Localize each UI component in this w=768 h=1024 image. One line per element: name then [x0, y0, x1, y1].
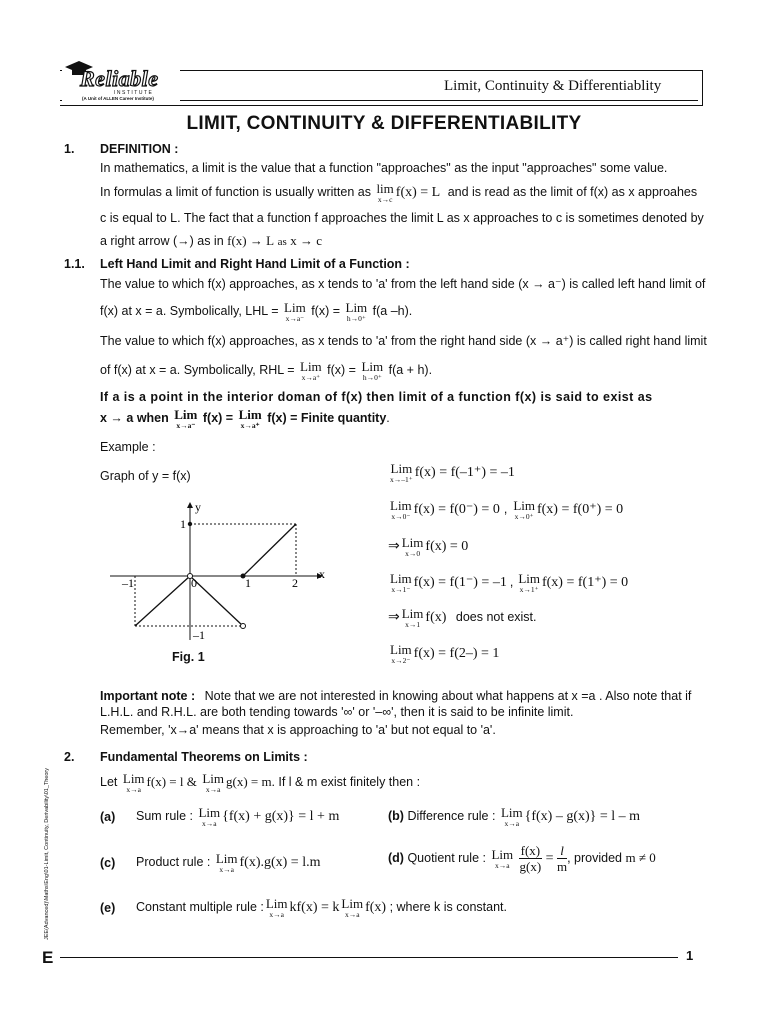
eq6-lim	[390, 643, 412, 665]
s1-p4	[100, 233, 322, 250]
rule-a-text: Sum rule :	[136, 809, 193, 824]
figure-caption: Fig. 1	[172, 650, 205, 664]
lim-sub: x→0	[405, 549, 421, 558]
s11-bold2c: f(x) = Finite quantity	[267, 411, 387, 426]
lim-word: Lim	[341, 896, 364, 911]
lim-word: Lim	[265, 896, 288, 911]
frac-den: g(x)	[519, 859, 542, 874]
rule-e-lim1	[266, 897, 288, 919]
lim-sub: x→1	[405, 620, 421, 629]
eq2-expr: f(x) = f(0⁻) = 0	[413, 502, 500, 518]
note-label: Important note :	[100, 689, 196, 703]
rule-d-label: (d)	[388, 850, 404, 865]
rule-d	[388, 843, 656, 874]
rule-a	[136, 806, 339, 828]
rule-b-label: (b)	[388, 809, 404, 824]
implies-icon: ⇒	[388, 610, 400, 626]
s1-p3: c is equal to L. The fact that a function f approaches the limit L as x approaches to c is sometimes denoted by	[100, 211, 704, 225]
rule-d-cond: m ≠ 0	[625, 849, 656, 865]
lim-word: Lim	[401, 535, 424, 550]
lim-sub: x→2⁻	[391, 656, 411, 665]
rule-e-lim2	[341, 897, 363, 919]
lim-sub: x→c	[377, 195, 393, 204]
tick-origin: 0	[191, 576, 197, 590]
rule-d-eq: =	[545, 850, 554, 866]
lim-sub: x→a	[494, 860, 510, 870]
lim-sub: x→0⁻	[391, 512, 411, 521]
s11-l4a: of f(x) at x = a. Symbolically, RHL =	[100, 363, 295, 378]
rule-e-expr1: kf(x) = k	[289, 900, 340, 916]
s2-let-a: Let	[100, 775, 118, 790]
eq2-lim	[390, 499, 412, 521]
eq-4	[388, 572, 628, 594]
point-1-neg1	[241, 624, 246, 629]
tick-x1: 1	[245, 576, 251, 590]
eq2-expr2: f(x) = f(0⁺) = 0	[536, 502, 624, 518]
s11-l2c: f(a –h).	[372, 304, 413, 319]
s1-p2b: and is read as the limit of f(x) as x approahes	[447, 185, 698, 200]
footer-rule	[60, 957, 678, 958]
lim-word: Lim	[390, 571, 412, 586]
footer-letter: E	[42, 948, 54, 967]
lim-word: Lim	[174, 407, 198, 422]
eq3-expr: f(x) = 0	[425, 539, 469, 555]
bold-lim1	[174, 408, 197, 430]
lim-word: Lim	[215, 851, 238, 866]
rhl-lim2	[361, 360, 383, 382]
segment-right	[243, 524, 296, 576]
lim-sub: x→a⁺	[240, 421, 260, 430]
lim-sub: x→a	[126, 785, 141, 794]
s11-bold2a: x → a when	[100, 411, 169, 426]
eq5-lim	[402, 607, 424, 629]
lim-word: Lim	[401, 606, 424, 621]
rule-a-lim	[198, 806, 220, 828]
eq-3	[388, 536, 468, 558]
lim-sub: x→1⁻	[391, 585, 411, 594]
page-title: LIMIT, CONTINUITY & DIFFERENTIABILITY	[186, 113, 582, 134]
s1-p1: In mathematics, a limit is the value that a function "approaches" as the input "approaches" some value.	[100, 161, 668, 175]
lhl-lim2	[346, 301, 368, 323]
note-t1: Note that we are not interested in knowing about what happens at x =a . Also note that if	[204, 689, 692, 703]
s11-l4c: f(a + h).	[388, 363, 433, 378]
lim-sub: x→a	[219, 865, 234, 874]
segment-middle	[190, 576, 243, 626]
eq3-lim	[402, 536, 424, 558]
eq2-sep: ,	[503, 502, 508, 517]
s1-p4-expr2: x → c	[290, 233, 322, 248]
tick-y1: 1	[180, 517, 186, 531]
eq5-expr: f(x)	[425, 610, 447, 626]
rule-e-label: (e)	[100, 901, 116, 915]
lim-word: Lim	[518, 571, 540, 586]
s11-bold2d: .	[386, 411, 390, 426]
lim-sub: x→a	[344, 910, 360, 919]
eq2-lim2	[513, 499, 535, 521]
frac-num: f(x)	[520, 843, 541, 858]
s11-l2	[100, 301, 412, 323]
eq4-sep: ,	[509, 575, 514, 590]
s1-p4a: a right arrow (→) as in	[100, 234, 224, 248]
let-expr2: g(x) = m.	[226, 774, 275, 790]
rule-c-expr: f(x).g(x) = l.m	[239, 855, 321, 871]
s11-l4b: f(x) =	[327, 363, 356, 378]
lim-word: Lim	[513, 498, 535, 513]
rule-d-frac2	[557, 843, 567, 874]
lhl-lim1	[284, 301, 306, 323]
rule-e-post: ; where k is constant.	[389, 900, 507, 915]
eq5-post: does not exist.	[455, 610, 537, 625]
frac-den: m	[556, 859, 568, 874]
lim-sub: x→a⁺	[301, 373, 321, 382]
lim-word: Lim	[202, 771, 224, 786]
graph-label: Graph of y = f(x)	[100, 469, 191, 483]
eq4-lim2	[518, 572, 540, 594]
example-label: Example :	[100, 440, 156, 454]
lim-sub: h→0⁺	[346, 314, 366, 323]
logo-text: Reliable	[80, 66, 159, 91]
eq-2	[388, 499, 623, 521]
lim-word: Lim	[345, 300, 368, 315]
lim-word: Lim	[361, 359, 384, 374]
bold-lim2	[239, 408, 262, 430]
lim-sub: x→a	[205, 785, 221, 794]
lim-word: Lim	[390, 461, 413, 476]
lim-word: Lim	[491, 846, 514, 862]
let-lim1	[123, 772, 145, 794]
lim-sub: h→0⁺	[362, 373, 382, 382]
lim-word: lim	[376, 181, 394, 196]
rule-d-provided: , provided	[567, 850, 623, 865]
axis-x-label: x	[319, 567, 325, 581]
s1-heading: DEFINITION :	[100, 142, 179, 156]
s1-num: 1.	[64, 142, 75, 156]
s11-heading: Left Hand Limit and Right Hand Limit of a Function :	[100, 257, 410, 271]
lim-sub: x→–1⁺	[390, 475, 413, 484]
lim-word: Lim	[390, 642, 412, 657]
let-lim2	[202, 772, 224, 794]
tick-x2: 2	[292, 576, 298, 590]
lim-sub: x→a⁻	[176, 421, 196, 430]
rule-d-frac1	[519, 843, 543, 874]
rhl-lim1	[300, 360, 322, 382]
note-line1	[100, 688, 691, 704]
lim-word: Lim	[238, 407, 262, 422]
s11-bold2b: f(x) =	[202, 411, 234, 426]
s2-num: 2.	[64, 750, 75, 764]
s2-let	[100, 772, 420, 794]
let-expr1: f(x) = l &	[146, 774, 197, 790]
rule-e	[136, 897, 507, 919]
lim-sub: x→a⁻	[285, 314, 305, 323]
graph-figure	[105, 500, 355, 650]
lim-sub: x→a	[504, 819, 520, 828]
s2-let-b: If l & m exist finitely then :	[278, 775, 421, 790]
axis-y-label: y	[195, 500, 201, 514]
rule-a-label: (a)	[100, 810, 116, 824]
rule-c	[136, 852, 321, 874]
lim-word: Lim	[122, 771, 145, 786]
s1-p2	[100, 182, 697, 204]
lim-sub: x→0⁺	[514, 512, 534, 521]
logo-sub1: INSTITUTE	[114, 90, 154, 96]
note-line3: Remember, 'x→a' means that x is approaching to 'a' but not equal to 'a'.	[100, 723, 496, 737]
page-number: 1	[686, 948, 694, 963]
s1-lim	[376, 182, 393, 204]
lim-sub: x→1⁺	[519, 585, 539, 594]
implies-icon: ⇒	[388, 539, 400, 555]
s1-p4-as: as	[277, 236, 287, 248]
rule-d-text: Quotient rule :	[407, 850, 486, 865]
s1-p2-expr: f(x) = L	[395, 185, 441, 201]
lim-word: Lim	[500, 805, 523, 820]
rule-b	[388, 806, 640, 828]
side-path: JEE(Advanced)\Maths\Eng\01-Limit, Continuity, Derivability\01_Theory	[44, 767, 50, 940]
segment-left	[135, 576, 190, 626]
eq1-lim	[390, 462, 413, 484]
eq-1	[388, 462, 515, 484]
s11-bold2	[100, 408, 390, 430]
eq1-expr: f(x) = f(–1⁺) = –1	[414, 465, 515, 481]
eq-6	[388, 643, 499, 665]
s11-l2b: f(x) =	[311, 304, 341, 319]
s1-p2a: In formulas a limit of function is usually written as	[100, 185, 371, 200]
point-0-1	[188, 522, 192, 526]
lim-word: Lim	[284, 300, 306, 315]
rule-d-lim	[491, 848, 513, 870]
rule-b-expr: {f(x) – g(x)} = l – m	[524, 809, 641, 825]
s11-l2a: f(x) at x = a. Symbolically, LHL =	[100, 304, 279, 319]
s2-heading: Fundamental Theorems on Limits :	[100, 750, 308, 764]
s11-l3: The value to which f(x) approaches, as x tends to 'a' from the right hand side (x → a⁺) is called right hand limit	[100, 334, 707, 348]
lim-sub: x→a	[269, 910, 284, 919]
tick-yneg1: –1	[193, 628, 205, 642]
eq4-lim	[390, 572, 412, 594]
eq-5	[388, 607, 537, 629]
rule-c-text: Product rule :	[136, 855, 211, 870]
rule-a-expr: {f(x) + g(x)} = l + m	[222, 809, 340, 825]
rule-e-expr2: f(x)	[365, 900, 387, 916]
eq6-expr: f(x) = f(2–) = 1	[413, 646, 500, 662]
logo	[62, 58, 180, 104]
s11-l1: The value to which f(x) approaches, as x tends to 'a' from the left hand side (x → a⁻) is called left hand limit of	[100, 277, 706, 291]
eq4-expr: f(x) = f(1⁻) = –1	[413, 575, 507, 591]
lim-sub: x→a	[201, 819, 217, 828]
frac-num: l	[557, 843, 567, 859]
eq4-expr2: f(x) = f(1⁺) = 0	[541, 575, 629, 591]
s11-num: 1.1.	[64, 257, 85, 271]
logo-sub2: (A Unit of ALLEN Career Institute)	[82, 96, 154, 101]
s1-p4-expr1: f(x) → L	[227, 233, 275, 248]
lim-word: Lim	[198, 805, 221, 820]
s11-l4	[100, 360, 432, 382]
note-line2: L.H.L. and R.H.L. are both tending towards '∞' or '–∞', then it is said to be infinite limit.	[100, 705, 574, 719]
rule-e-text: Constant multiple rule :	[136, 900, 264, 915]
rule-b-lim	[501, 806, 523, 828]
rule-c-lim	[216, 852, 238, 874]
s11-bold1: If a is a point in the interior doman of f(x) then limit of a function f(x) is said to exist as	[100, 390, 653, 404]
lim-word: Lim	[390, 498, 412, 513]
tick-xneg1: –1	[122, 576, 134, 590]
lim-word: Lim	[300, 359, 322, 374]
chapter-title: Limit, Continuity & Differentiablity	[444, 78, 662, 94]
rule-b-text: Difference rule :	[407, 809, 496, 824]
y-axis-arrow	[187, 502, 193, 508]
rule-c-label: (c)	[100, 856, 116, 870]
